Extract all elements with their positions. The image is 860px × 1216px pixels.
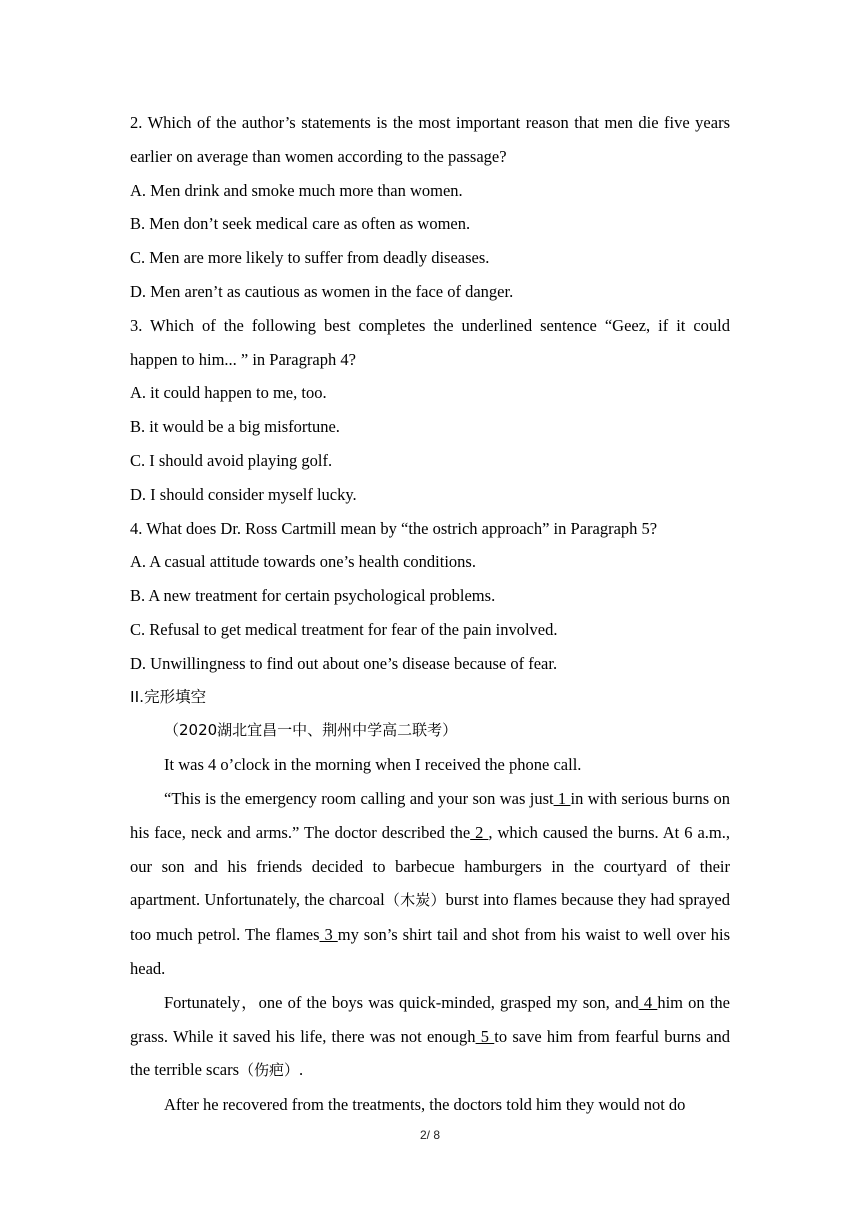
option-d: D. I should consider myself lucky. <box>130 484 357 504</box>
option-c: C. Men are more likely to suffer from deadly diseases. <box>130 248 490 268</box>
paragraph-3 <box>130 986 730 1088</box>
chinese-gloss: （木炭） <box>384 891 446 910</box>
question-stem: 2. Which of the author’s statements is the most important reason that men die five years earlier on average than women according to the passage? <box>130 113 730 166</box>
text-span: my son’s shirt tail and shot from his waist to well over his head. <box>130 925 730 978</box>
blank-2: 2 <box>470 822 489 842</box>
text-span: . <box>299 1060 304 1080</box>
option-d: D. Unwillingness to find out about one’s disease because of fear. <box>130 653 558 673</box>
option-b: B. it would be a big misfortune. <box>130 417 340 437</box>
blank-1: 1 <box>553 788 571 808</box>
option-c: C. I should avoid playing golf. <box>130 450 333 470</box>
text-span: in with serious burns on his face, neck and arms.” The doctor described the <box>130 788 730 842</box>
page-content <box>130 106 730 1122</box>
paragraph-1: It was 4 o’clock in the morning when I received the phone call. <box>164 755 582 775</box>
question-4 <box>130 512 730 681</box>
blank-4: 4 <box>638 992 658 1012</box>
question-2 <box>130 106 730 309</box>
text-span: him on the grass. While it saved his life, there was not enough <box>130 992 731 1046</box>
text-span: burst into flames because they had sprayed too much petrol. The flames <box>130 890 730 945</box>
question-stem: 4. What does Dr. Ross Cartmill mean by “the ostrich approach” in Paragraph 5? <box>130 518 658 538</box>
text-span: , which caused the burns. At 6 a.m., our son and his friends decided to barbecue hamburgers in the courtyard of their apartment. Unfortunately, the charcoal <box>130 822 730 910</box>
blank-5: 5 <box>475 1026 495 1046</box>
text-span: Fortunately，one of the boys was quick-minded, grasped my son, and <box>164 992 639 1012</box>
option-b: B. A new treatment for certain psychological problems. <box>130 586 496 606</box>
question-3 <box>130 309 730 512</box>
option-d: D. Men aren’t as cautious as women in the face of danger. <box>130 281 514 301</box>
text-span: “This is the emergency room calling and your son was just <box>164 788 554 808</box>
option-c: C. Refusal to get medical treatment for fear of the pain involved. <box>130 619 558 639</box>
option-a: A. Men drink and smoke much more than women. <box>130 180 463 200</box>
option-a: A. it could happen to me, too. <box>130 383 327 403</box>
option-b: B. Men don’t seek medical care as often as women. <box>130 214 471 234</box>
paragraph-2 <box>130 782 730 986</box>
chinese-gloss: （伤疤） <box>239 1061 300 1080</box>
source-note: （2020湖北宜昌一中、荆州中学高二联考） <box>164 721 458 740</box>
blank-3: 3 <box>319 925 338 945</box>
text-span: to save him from fearful burns and the terrible scars <box>130 1026 731 1080</box>
question-stem: 3. Which of the following best completes the underlined sentence “Geez, if it could happen to him... ” in Paragraph 4? <box>130 315 730 369</box>
option-a: A. A casual attitude towards one’s health conditions. <box>130 552 476 572</box>
paragraph-4: After he recovered from the treatments, the doctors told him they would not do <box>164 1095 686 1115</box>
section-heading: II.完形填空 <box>130 687 207 706</box>
page-number: 2/ 8 <box>419 1128 440 1142</box>
